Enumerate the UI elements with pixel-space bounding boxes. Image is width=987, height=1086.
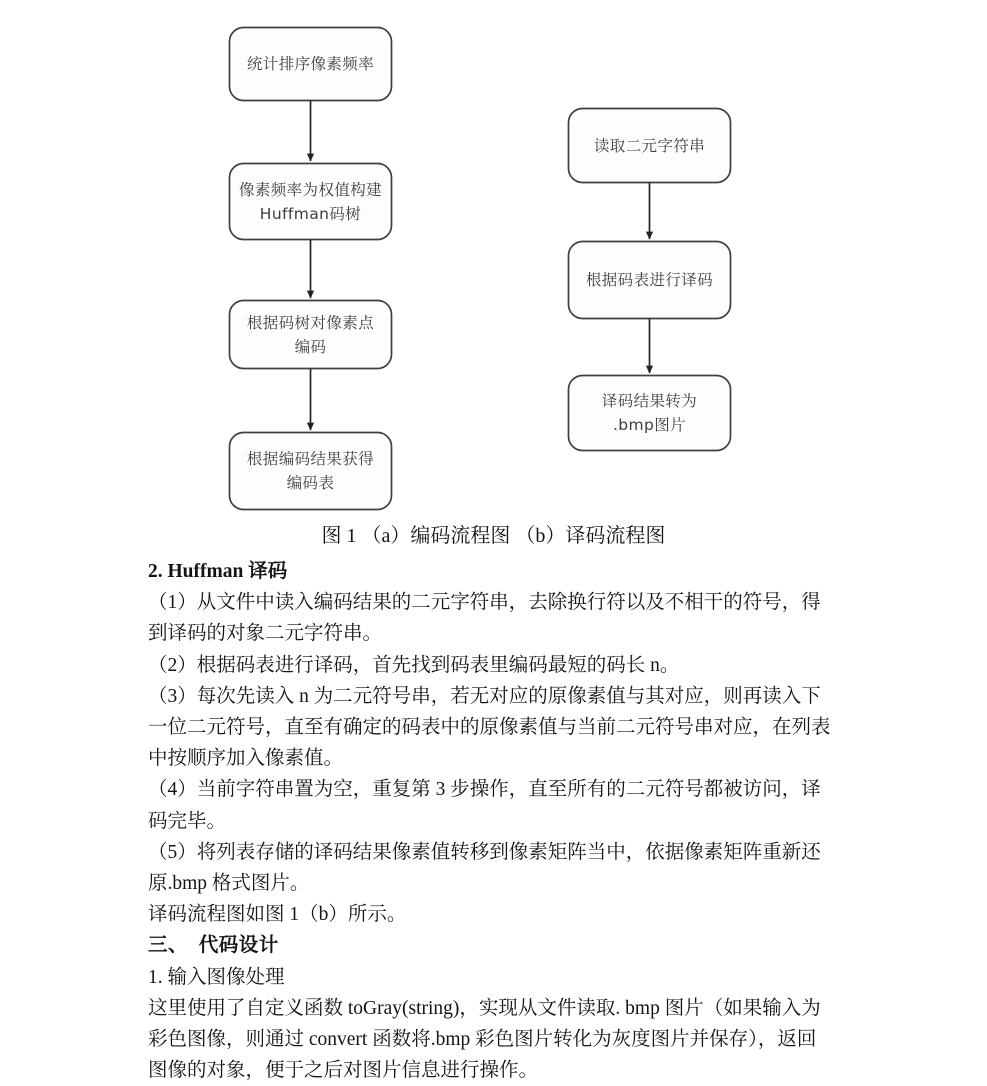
flow-box-b2-label: 根据码表进行译码	[585, 271, 714, 289]
body-line: 码完毕。	[148, 810, 227, 832]
body-line: （1）从文件中读入编码结果的二元字符串，去除换行符以及不相干的符号，得	[148, 592, 821, 614]
flow-box-a1	[230, 28, 392, 101]
body-line: 原.bmp 格式图片。	[148, 873, 310, 895]
flow-box-a2-label: 像素频率为权值构建 Huffman码树	[238, 180, 383, 223]
flowchart-a-group	[230, 28, 392, 510]
flow-box-b1-label: 读取二元字符串	[593, 136, 706, 155]
body-line: 1. 输入图像处理	[148, 966, 285, 988]
body-line: 到译码的对象二元字符串。	[148, 623, 383, 645]
flow-box-a2	[230, 164, 392, 240]
body-text-block	[148, 556, 848, 1086]
body-line: 这里使用了自定义函数 toGray(string)，实现从文件读取. bmp 图片（如果输入为	[148, 997, 821, 1019]
flowchart-svg	[0, 0, 987, 520]
body-heading: 三、 代码设计	[148, 935, 279, 957]
body-line: （2）根据码表进行译码，首先找到码表里编码最短的码长 n。	[148, 654, 680, 676]
body-heading: 2. Huffman 译码	[148, 561, 288, 582]
figure-caption: 图 1 （a）编码流程图 （b）译码流程图	[321, 525, 666, 547]
flow-box-b1	[569, 109, 731, 183]
flow-box-a4-label: 根据编码结果获得 编码表	[246, 450, 375, 492]
body-line: 图像的对象，便于之后对图片信息进行操作。	[148, 1060, 539, 1082]
body-line: （3）每次先读入 n 为二元符号串，若无对应的原像素值与其对应，则再读入下	[148, 685, 821, 707]
body-line: （5）将列表存储的译码结果像素值转移到像素矩阵当中，依据像素矩阵重新还	[148, 841, 821, 863]
flow-box-a1-label: 统计排序像素频率	[246, 55, 375, 73]
flow-box-b2	[569, 242, 731, 319]
body-line: 译码流程图如图 1（b）所示。	[148, 904, 407, 926]
body-line: （4）当前字符串置为空，重复第 3 步操作，直至所有的二元符号都被访问，译	[148, 779, 821, 801]
body-line: 彩色图像，则通过 convert 函数将.bmp 彩色图片转化为灰度图片并保存），返回	[148, 1029, 817, 1051]
flow-box-a4	[230, 433, 392, 510]
figure-flowcharts	[0, 0, 987, 520]
flow-box-a3-label: 根据码树对像素点 编码	[246, 313, 375, 356]
flowchart-b-group	[569, 109, 731, 451]
flow-box-b3-label: 译码结果转为 .bmp图片	[601, 392, 698, 434]
flow-box-b3	[569, 376, 731, 451]
flow-box-a3	[230, 301, 392, 369]
body-line: 中按顺序加入像素值。	[148, 748, 344, 770]
body-line: 一位二元符号，直至有确定的码表中的原像素值与当前二元符号串对应，在列表	[148, 717, 831, 739]
